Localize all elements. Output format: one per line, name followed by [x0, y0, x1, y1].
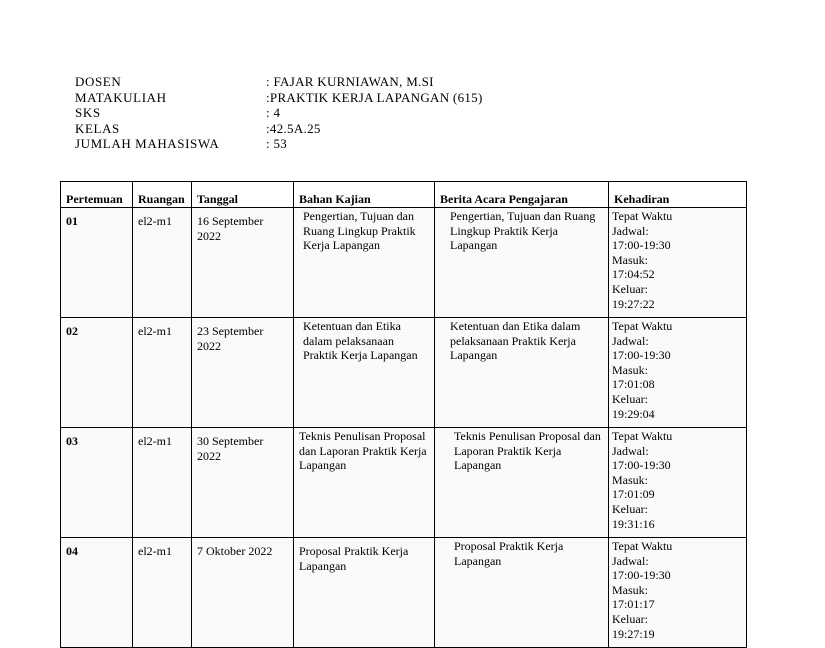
masuk-label: Masuk:: [612, 362, 648, 377]
kehadiran-status: Tepat Waktu: [612, 539, 673, 553]
bahan-kajian-cell: [294, 318, 435, 428]
ruangan-cell: el2-m1: [133, 318, 192, 428]
jadwal-label: Jadwal:: [612, 223, 649, 238]
info-row-sks: [75, 105, 483, 121]
info-row-matakuliah: [75, 90, 483, 106]
matakuliah-label: MATAKULIAH: [75, 89, 167, 105]
matakuliah-value: :PRAKTIK KERJA LAPANGAN (615): [266, 89, 483, 105]
column-header-berita-acara: Berita Acara Pengajaran: [435, 182, 609, 208]
kelas-label: KELAS: [75, 120, 120, 136]
tanggal-cell: 7 Oktober 2022: [192, 538, 294, 648]
keluar-label: Keluar:: [612, 281, 648, 296]
masuk-label: Masuk:: [612, 472, 648, 487]
keluar-value: 19:27:19: [612, 626, 655, 641]
column-header-kehadiran: Kehadiran: [609, 182, 747, 208]
masuk-label: Masuk:: [612, 252, 648, 267]
berita-acara-cell: [435, 428, 609, 538]
table-row: [61, 538, 747, 648]
jadwal-value: 17:00-19:30: [612, 568, 671, 583]
tanggal-cell: 23 September 2022: [192, 318, 294, 428]
kehadiran-cell: [609, 538, 747, 648]
info-row-jumlah: [75, 136, 483, 152]
pertemuan-cell: 02: [61, 318, 133, 428]
kehadiran-cell: [609, 318, 747, 428]
pertemuan-cell: 04: [61, 538, 133, 648]
keluar-value: 19:31:16: [612, 516, 655, 531]
jadwal-label: Jadwal:: [612, 333, 649, 348]
masuk-value: 17:01:08: [612, 377, 655, 392]
jadwal-value: 17:00-19:30: [612, 348, 671, 363]
ruangan-cell: el2-m1: [133, 538, 192, 648]
masuk-value: 17:01:17: [612, 597, 655, 612]
keluar-label: Keluar:: [612, 611, 648, 626]
table-row: [61, 208, 747, 318]
berita-acara-text: Ketentuan dan Etika dalam pelaksanaan Praktik Kerja Lapangan: [450, 319, 581, 363]
column-header-pertemuan: Pertemuan: [61, 182, 133, 208]
attendance-table: [60, 181, 747, 648]
bahan-kajian-text: Ketentuan dan Etika dalam pelaksanaan Praktik Kerja Lapangan: [303, 319, 418, 363]
kehadiran-cell: [609, 428, 747, 538]
berita-acara-text: Proposal Praktik Kerja Lapangan: [454, 539, 564, 568]
kehadiran-status: Tepat Waktu: [612, 429, 673, 443]
jumlah-mahasiswa-label: JUMLAH MAHASISWA: [75, 136, 220, 151]
jumlah-mahasiswa-value: : 53: [266, 136, 288, 151]
sks-label: SKS: [75, 105, 101, 120]
table-row: [61, 428, 747, 538]
pertemuan-cell: 01: [61, 208, 133, 318]
info-row-kelas: [75, 121, 483, 137]
masuk-label: Masuk:: [612, 582, 648, 597]
berita-acara-cell: [435, 538, 609, 648]
dosen-label: DOSEN: [75, 74, 122, 89]
masuk-value: 17:04:52: [612, 267, 655, 282]
jadwal-value: 17:00-19:30: [612, 458, 671, 473]
course-info: [75, 74, 483, 152]
pertemuan-cell: 03: [61, 428, 133, 538]
bahan-kajian-text: Teknis Penulisan Proposal dan Laporan Praktik Kerja Lapangan: [299, 429, 427, 473]
kehadiran-status: Tepat Waktu: [612, 319, 673, 333]
column-header-bahan-kajian: Bahan Kajian: [294, 182, 435, 208]
info-row-dosen: [75, 74, 483, 90]
keluar-value: 19:29:04: [612, 406, 655, 421]
keluar-label: Keluar:: [612, 391, 648, 406]
tanggal-cell: 30 September 2022: [192, 428, 294, 538]
berita-acara-text: Teknis Penulisan Proposal dan Laporan Praktik Kerja Lapangan: [454, 429, 601, 473]
keluar-value: 19:27:22: [612, 296, 655, 311]
ruangan-cell: el2-m1: [133, 208, 192, 318]
berita-acara-cell: [435, 318, 609, 428]
table-header-row: [61, 182, 747, 208]
bahan-kajian-text: Pengertian, Tujuan dan Ruang Lingkup Praktik Kerja Lapangan: [303, 209, 416, 253]
bahan-kajian-text: Proposal Praktik Kerja Lapangan: [299, 544, 409, 573]
berita-acara-text: Pengertian, Tujuan dan Ruang Lingkup Praktik Kerja Lapangan: [450, 209, 596, 253]
jadwal-label: Jadwal:: [612, 553, 649, 568]
masuk-value: 17:01:09: [612, 487, 655, 502]
berita-acara-cell: [435, 208, 609, 318]
column-header-tanggal: Tanggal: [192, 182, 294, 208]
kehadiran-status: Tepat Waktu: [612, 209, 673, 223]
bahan-kajian-cell: [294, 208, 435, 318]
kehadiran-cell: [609, 208, 747, 318]
jadwal-value: 17:00-19:30: [612, 238, 671, 253]
table-row: [61, 318, 747, 428]
dosen-value: : FAJAR KURNIAWAN, M.SI: [266, 74, 434, 89]
tanggal-cell: 16 September 2022: [192, 208, 294, 318]
jadwal-label: Jadwal:: [612, 443, 649, 458]
bahan-kajian-cell: [294, 428, 435, 538]
ruangan-cell: el2-m1: [133, 428, 192, 538]
kelas-value: :42.5A.25: [266, 120, 321, 136]
sks-value: : 4: [266, 105, 281, 120]
keluar-label: Keluar:: [612, 501, 648, 516]
bahan-kajian-cell: [294, 538, 435, 648]
column-header-ruangan: Ruangan: [133, 182, 192, 208]
